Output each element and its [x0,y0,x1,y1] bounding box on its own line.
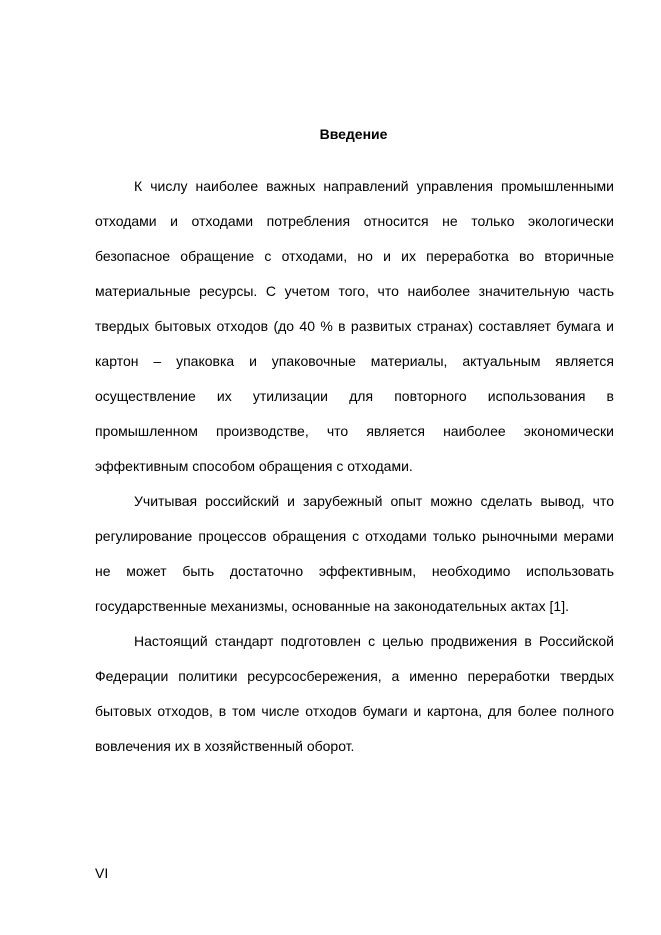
paragraph-3: Настоящий стандарт подготовлен с целью продвижения в Российской Федерации политики ресурсосбережения, а именно переработки твердых бытовых отходов, в том числе отходов бумаги и картона, для более полного вовлечения их в хозяйственный оборот. [95,633,614,754]
paragraph-1: К числу наиболее важных направлений управления промышленными отходами и отходами потребления относится не только экологически безопасное обращение с отходами, но и их переработка во вторичные материальные ресурсы. С учетом того, что наиболее значительную часть твердых бытовых отходов (до 40 % в развитых странах) составляет бумага и картон – упаковка и упаковочные материалы, актуальным является осуществление их утилизации для повторного использования в промышленном производстве, что является наиболее экономически эффективным способом обращения с отходами. [95,178,614,474]
paragraph-2: Учитывая российский и зарубежный опыт можно сделать вывод, что регулирование процессов обращения с отходами только рыночными мерами не может быть достаточно эффективным, необходимо использовать государственные механизмы, основанные на законодательных актах [1]. [95,493,614,614]
body-text [95,169,614,764]
section-title: Введение [319,126,388,142]
page-number: VI [95,865,109,881]
